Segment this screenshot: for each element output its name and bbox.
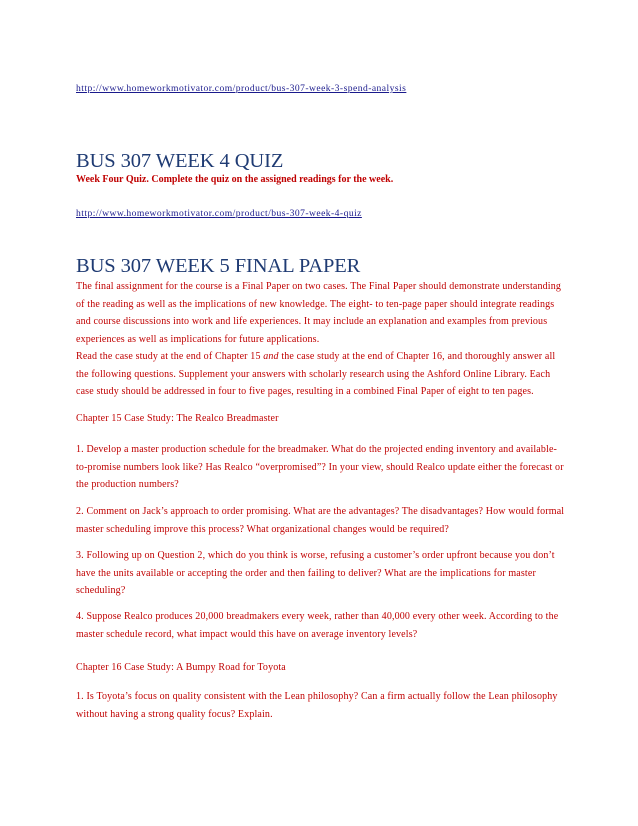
chapter16-title: Chapter 16 Case Study: A Bumpy Road for Toyota	[76, 662, 286, 673]
chapter15-question-3: 3. Following up on Question 2, which do you think is worse, refusing a customer’s order upfront because you don’t have the units available or accepting the order and then failing to deliver? What are the implications for master scheduling?	[76, 550, 555, 596]
week3-product-link[interactable]: http://www.homeworkmotivator.com/product/bus-307-week-3-spend-analysis	[76, 83, 407, 94]
chapter15-question-1: 1. Develop a master production schedule for the breadmaker. What do the projected ending inventory and available- to-promise numbers look like? Has Realco “overpromised”? In your view, should Realco update either the forecast or the production numbers?	[76, 444, 564, 490]
read-line: the following questions. Supplement your answers with scholarly research using the Ashford Online Library. Each	[76, 368, 551, 380]
week4-product-link[interactable]: http://www.homeworkmotivator.com/product/bus-307-week-4-quiz	[76, 208, 362, 219]
read-instruction-line: Read the case study at the end of Chapter 15 and the case study at the end of Chapter 16, and thoroughly answer all	[76, 351, 556, 362]
chapter15-question-4: 4. Suppose Realco produces 20,000 breadmakers every week, rather than 40,000 every other week. According to the master schedule record, what impact would this have on average inventory levels?	[76, 611, 559, 640]
week5-intro-paragraph	[76, 278, 576, 401]
week4-heading: BUS 307 WEEK 4 QUIZ	[76, 150, 284, 172]
intro-line: The final assignment for the course is a Final Paper on two cases. The Final Paper should demonstrate understanding	[76, 281, 562, 292]
chapter15-question-2: 2. Comment on Jack’s approach to order promising. What are the advantages? The disadvantages? How would formal master scheduling improve this process? What organizational changes would be required?	[76, 506, 565, 535]
read-line: case study should be addressed in four to five pages, resulting in a combined Final Paper of eight to ten pages.	[76, 386, 534, 397]
week4-subtitle: Week Four Quiz. Complete the quiz on the assigned readings for the week.	[76, 174, 394, 185]
intro-line: experiences as well as implications for future applications.	[76, 333, 320, 345]
intro-line: of the reading as well as the implications of new knowledge. The eight- to ten-page paper should integrate readings	[76, 298, 555, 310]
intro-line: and course discussions into work and life experiences. It may include an explanation and examples from previous	[76, 316, 548, 327]
chapter16-question-1: 1. Is Toyota’s focus on quality consistent with the Lean philosophy? Can a firm actually follow the Lean philosophy without having a strong quality focus? Explain.	[76, 691, 558, 720]
chapter15-title: Chapter 15 Case Study: The Realco Breadmaster	[76, 413, 279, 424]
week5-heading: BUS 307 WEEK 5 FINAL PAPER	[76, 255, 361, 277]
read-and-italic: and	[263, 351, 279, 362]
